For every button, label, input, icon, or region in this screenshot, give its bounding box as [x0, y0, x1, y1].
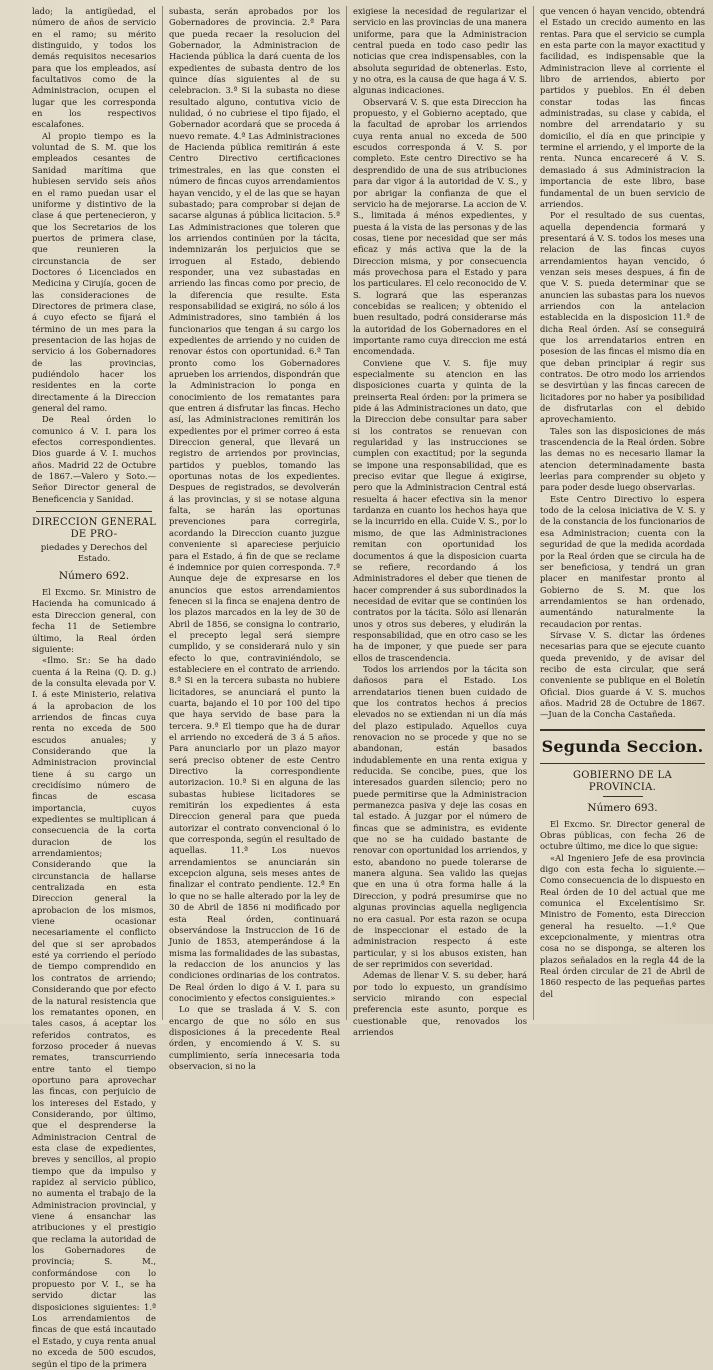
column-4	[533, 6, 709, 1020]
heavy-divider	[540, 729, 705, 731]
paragraph: Sírvase V. S. dictar las órdenes necesarias para que se ejecute cuanto queda prevenido, y de avisar del recibo de esta circular, que será conveniente se publique en el Boletín Oficial. Dios guarde á V. S. muchos años. Madrid 28 de Octubre de 1867.—Juan de la Concha Castañeda.	[540, 629, 705, 720]
paragraph: subasta, serán aprobados por los Gobernadores de provincia. 2.ª Para que pueda recaer la resolucion del Gobernador, la Administracion de Hacienda pública la dará cuenta de los expedientes de subasta dentro de los quince días siguientes al de su celebracion. 3.ª Si la subasta no diese resultado alguno, contutiva vicio de nulidad, ó no cubriese el tipo fijado, el Gobernador acordará que se proceda á nuevo remate. 4.ª Las Administraciones de Hacienda pública remitirán á este Centro Directivo certificaciones trimestrales, en las que consten el número de fincas cuyos arrendamientos hayan vencido, y el de las que se hayan subastado; para comprobar si dejan de sacarse algunas á pública licitacion. 5.ª Las Administraciones que toleren que los arriendos continúen por la tácita, indemnizarán los perjuicios que se irroguen al Estado, debiendo responder, una vez subastadas en arriendo las fincas como por precio, de la diferencia que resulte. Esta responsabilidad se exigirá, no sólo á los Administradores, sino también á los funcionarios que tengan á su cargo los expedientes de arriendo y no cuiden de renovar éstos con oportunidad. 6.ª Tan pronto como los Gobernadores aprueben los arriendos, dispondrán que la Administracion lo ponga en conocimiento de los rematantes para que entren á disfrutar las fincas. Hecho así, las Administraciones remitirán los expedientes por el primer correo á esta Direccion general, que llevará un registro de arriendos por provincias, partidos y pueblos, tomando las oportunas notas de los expedientes. Despues de registrados, se devolverán á las provincias, y si se notase alguna falta, se harán las oportunas prevenciones para corregirla, acordando la Direccion cuanto juzgue conveniente si apareciese perjuicio para el Estado, á fin de que se reclame é indemnice por quien corresponda. 7.ª Aunque deje de expresarse en los anuncios que estos arrendamientos fenecen si la finca se enajena dentro de los plazos marcados en la ley de 30 de Abril de 1856, se consigna lo contrario, el precepto legal será siempre cumplido, y se considerará nulo y sin efecto lo que, contraviniéndolo, se estableciere en el contrato de arriendo. 8.ª Si en la tercera subasta no hubiere licitadores, se anunciará el punto la cuarta, bajando el 10 por 100 del tipo que haya servido de base para la tercera. 9.ª El tiempo que ha de durar el arriendo no excederá de 3 á 5 años. Para anunciarlo por un plazo mayor será preciso obtener de este Centro Directivo la correspondiente autorizacion. 10.ª Si en alguna de las subastas hubiese licitadores se remitirán los expedientes á esta Direccion general para que pueda autorizar el contrato convencional ó lo que corresponda, según el resultado de aquellas. 11.ª Los nuevos arrendamientos se anunciarán sin excepcion alguna, seis meses antes de finalizar el contrato pendiente. 12.ª En lo que no se halle alterado por la ley de 30 de Abril de 1856 ni modificado por esta Real órden, continuará observándose la Instruccion de 16 de Junio de 1853, atemperándose á la misma las formalidades de las subastas, la redaccion de los anuncios y las condiciones ordinarias de los contratos. De Real órden lo digo á V. I. para su conocimiento y efectos consiguientes.»	[169, 6, 340, 1003]
paragraph: Conviene que V. S. fije muy especialmente su atencion en las disposiciones cuarta y quinta de la preinserta Real órden: por la primera se pide á las Administraciones un dato, que la Direccion debe consultar para saber si los contratos se renuevan con regularidad y las instrucciones se cumplen con exactitud; por la segunda se impone una responsabilidad, que es preciso evitar que llegue á exigirse, pero que la Administracion Central está resuelta á hacer efectiva sin la menor tardanza en cuanto los hechos haya que se la incurrido en ella. Cuide V. S., por lo mismo, de que las Administraciones remitan con oportunidad los documentos á que la disposicion cuarta se refiere, recordando á los Administradores el deber que tienen de hacer comprender á sus subordinados la necesidad de evitar que se continúen los contratos por la tácita. Sólo así llenarán unos y otros sus deberes, y eludirán la responsabilidad, que en otro caso se les ha de imponer, y que puede ser para ellos de trascendencia.	[353, 357, 527, 663]
paragraph: Lo que se traslada á V. S. con encargo de que no sólo en sus disposiciones á la precedente Real órden, y encomiendo á V. S. su cumplimiento, sería innecesaria toda observacion, si no la	[169, 1004, 340, 1071]
item-number: Número 693.	[587, 801, 658, 814]
paragraph: Por el resultado de sus cuentas, aquella dependencia formará y presentará á V. S. todos los meses una relacion de las fincas cuyos arrendamientos hayan vencido, ó venzan seis meses despues, á fin de que V. S. pueda determinar que se anuncien las subastas para los nuevos arriendos con la antelacion establecida en la disposicion 11.ª de dicha Real órden. Así se conseguirá que los arrendatarios entren en posesion de las fincas el mismo día en que deban principiar á regir sus contratos. De otro modo los arriendos se desvirtúan y las fincas carecen de licitadores por no haber ya posibilidad de disfrutarlas con el debido aprovechamiento.	[540, 210, 705, 425]
section-subtitle: piedades y Derechos del Estado.	[40, 543, 148, 565]
paragraph: Todos los arriendos por la tácita son dañosos para el Estado. Los arrendatarios tienen buen cuidado de que los contratos hechos á precios elevados no se extiendan ni un día más del plazo estipulado. Aquellos cuya renovacion no se procede y que no se abandonan, están basados indudablemente en una renta exigua y reducida. Se concibe, pues, que los interesados guarden silencio; pero no puede permitirse que la Administracion permanezca pasiva y deje las cosas en tal estado. Á juzgar por el número de fincas que se administra, es evidente que no se ha cuidado bastante de renovar con oportunidad los arriendos, y esto, abandono no puede tolerarse de manera alguna. Sea valido las quejas que en una ú otra forma halle á la Direccion, y podrá presumirse que no algunas provincias aquella negligencia no era casual. Por esta razon se ocupa de inspeccionar el estado de la administracion respecto á este particular, y si los abusos existen, han de ser reprimidos con severidad.	[353, 663, 527, 969]
paragraph: «Al Ingeniero Jefe de esa provincia digo con esta fecha lo siguiente.—Como consecuencia de lo dispuesto en Real órden de 10 del actual que me comunica el Excelentísimo Sr. Ministro de Fomento, esta Direccion general ha resuelto. —1.º Que excepcionalmente, y mientras otra cosa no se disponga, se alteren los plazos señalados en la regla 44 de la Real órden circular de 21 de Abril de 1860 respecto de las pequeñas partes del	[540, 852, 705, 999]
column-3	[346, 6, 533, 1037]
paragraph: lado; la antigüedad, el número de años de servicio en el ramo; su mérito distinguido, y todos los demás requisitos necesarios para que los empleados, así facultativos como de la Administracion, ocupen el lugar que les corresponda en los respectivos escalafones.	[32, 6, 156, 130]
section-header	[540, 770, 705, 794]
paragraph: Este Centro Directivo lo espera todo de la celosa iniciativa de V. S. y de la constancia de los funcionarios de esa Administracion; cuenta con la seguridad de que la medida acordada por la Real órden que se circula ha de ser beneficiosa, y tendrá un gran placer en manifestar pronto al Gobierno de S. M. que los arrendamientos se han ordenado, aumentándo naturalmente la recaudacion por rentas.	[540, 493, 705, 629]
column-2	[162, 6, 346, 1071]
section-header	[32, 517, 156, 565]
paragraph: El Excmo. Sr. Ministro de Hacienda ha comunicado á esta Direccion general, con fecha 11 de Setiembre último, la Real órden siguiente:	[32, 587, 156, 654]
columns-container	[4, 6, 709, 1369]
column-1	[4, 6, 162, 1369]
paragraph: Ademas de llenar V. S. su deber, hará por todo lo expuesto, un grandísimo servicio mirando con especial preferencia este asunto, porque es cuestionable que, renovados los arriendos	[353, 970, 527, 1037]
paragraph: El Excmo. Sr. Director general de Obras públicas, con fecha 26 de octubre último, me dice lo que sigue:	[540, 818, 705, 852]
paragraph: exigiese la necesidad de regularizar el servicio en las provincias de una manera uniforme, para que la Administracion central pueda en todo caso pedir las noticias que crea indispensables, con la absoluta seguridad de obtenerlas. Esto, y no otra, es la causa de que haga á V. S. algunas indicaciones.	[353, 6, 527, 96]
section-heading: Segunda Seccion.	[541, 736, 704, 756]
paragraph: Al propio tiempo es la voluntad de S. M. que los empleados cesantes de Sanidad marítima que hubiesen servido seis años en el ramo puedan usar el uniforme y distintivo de la clase á que pertenecieron, y que los Secretarios de los puertos de primera clase, que reunieren la circunstancia de ser Doctores ó Licenciados en Medicina y Cirujía, gocen de las consideraciones de Directores de primera clase, á cuyo efecto se fijará el término de un mes para la presentacion de las hojas de servicio á los Gobernadores de las provincias, pudiéndolo hacer los residentes en la corte directamente á la Direccion general del ramo.	[32, 130, 156, 414]
paragraph: «Ilmo. Sr.: Se ha dado cuenta á la Reina (Q. D. g.) de la consulta elevada por V. I. á este Ministerio, relativa á la aprobacion de los arriendos de fincas cuya renta no exceda de 500 escudos anuales; y Considerando que la Administracion provincial tiene á su cargo un crecidísimo número de fincas de escasa importancia, cuyos expedientes se multiplican á consecuencia de la corta duracion de los arrendamientos; Considerando que la circunstancia de hallarse centralizada en esta Direccion general la aprobacion de los mismos, viene ocasionar necesariamente el conflicto del que si ser aprobados esté ya corriendo el período de tiempo comprendido en los contratos de arriendo; Considerando que por efecto de la natural resistencia que los rematantes oponen, en tales casos, á aceptar los referidos contratos, es forzoso proceder á nuevas remates, transcurriendo entre tanto el tiempo oportuno para aprovechar las fincas, con perjuicio de los intereses del Estado, y Considerando, por último, que el desprenderse la Administracion Central de esta clase de expedientes, breves y sencillos, al propio tiempo que da impulso y rapidez al servicio público, no aumenta el trabajo de la Administracion provincial, y viene á ensanchar las atribuciones y el prestigio que reclama la autoridad de los Gobernadores de provincia; S. M., conformándose con lo propuesto por V. I., se ha servido dictar las disposiciones siguientes: 1.ª Los arrendamientos de fincas de que está incautado el Estado, y cuya renta anual no exceda de 500 escudos, según el tipo de la primera	[32, 655, 156, 1369]
paragraph: Observará V. S. que esta Direccion ha propuesto, y el Gobierno aceptado, que la facultad de aprobar los arriendos cuya renta anual no exceda de 500 escudos corresponda á V. S. por completo. Este centro Directivo se ha desprendido de una de sus atribuciones para dar vigor á la autoridad de V. S., y por abrigar la confianza de que el servicio ha de mejorarse. La accion de V. S., limitada á ménos expedientes, y puesta á la vista de las personas y de las cosas, tiene por necesidad que ser más eficaz y más activa que la de la Direccion misma, y por consecuencia más provechosa para el Estado y para los particulares. El celo reconocido de V. S. logrará que las esperanzas concebidas se realicen; y obtenido el buen resultado, podrá considerarse más la autoridad de los Gobernadores en el importante ramo cuya direccion me está encomendada.	[353, 96, 527, 357]
heading-underline	[540, 763, 705, 764]
section-divider	[36, 511, 152, 512]
section-title: DIRECCION GENERAL DE PRO-	[32, 517, 157, 541]
paragraph: que vencen ó hayan vencido, obtendrá el Estado un crecido aumento en las rentas. Para que el servicio se cumpla en esta parte con la mayor exactitud y facilidad, es indispensable que la Administracion lleve al corriente el libro de arriendos, abierto por partidos y pueblos. En él deben constar todas las fincas administradas, su clase y cabida, el nombre del arrendatario y su domicilio, el día en que principie y termine el arriendo, y el importe de la renta. Nunca encareceré á V. S. demasiado á sus Administracion la importancia de este libro, base fundamental de un buen servicio de arriendos.	[540, 6, 705, 209]
paragraph: Tales son las disposiciones de más trascendencia de la Real órden. Sobre las demas no es necesario llamar la atencion determinadamente basta leerlas para comprender su objeto y para poder desde luego observarlas.	[540, 425, 705, 493]
short-divider	[603, 796, 643, 797]
paragraph: De Real órden lo comunico á V. I. para los efectos correspondientes. Dios guarde á V. I. muchos años. Madrid 22 de Octubre de 1867.—Valero y Soto.—Señor Director general de Beneficencia y Sanidad.	[32, 414, 156, 504]
section-title: GOBIERNO DE LA PROVINCIA.	[573, 769, 672, 793]
item-number: Número 692.	[58, 570, 130, 583]
